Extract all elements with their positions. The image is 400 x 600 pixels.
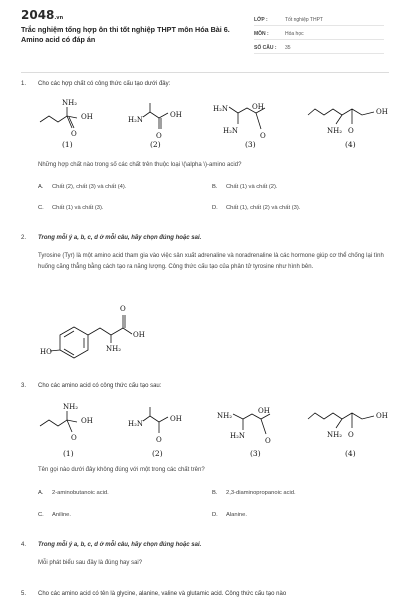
question-text: Cho các hợp chất có công thức cấu tạo dưới đây: <box>38 81 171 87</box>
atom-label: HO <box>40 348 52 356</box>
structure-label: (1) <box>63 449 74 458</box>
atom-label: O <box>71 130 77 138</box>
option-letter: B. <box>212 490 218 496</box>
option-text: Aniline. <box>52 512 72 518</box>
structure-label: (3) <box>245 140 256 149</box>
question-number: 2. <box>21 235 27 241</box>
q3-structures <box>30 400 390 460</box>
structure-4 <box>308 412 388 458</box>
question-number: 4. <box>21 542 27 548</box>
meta-key: LỚP : <box>254 17 268 23</box>
atom-label: O <box>348 431 354 439</box>
atom-label: H₂N <box>128 116 144 124</box>
atom-label: O <box>348 127 354 135</box>
option-text: 2,3-diaminopropanoic acid. <box>226 490 296 496</box>
atom-label: NH₂ <box>217 412 233 420</box>
atom-label: O <box>156 436 162 444</box>
structure-label: (4) <box>345 140 356 149</box>
option-d[interactable] <box>212 205 300 211</box>
option-letter: D. <box>212 512 218 518</box>
atom-label: OH <box>170 415 182 423</box>
option-text: Chất (1) và chất (3). <box>52 205 104 211</box>
atom-label: OH <box>81 417 93 425</box>
structure-label: (1) <box>62 140 73 149</box>
atom-label: OH <box>376 412 388 420</box>
question-instruction: Trong mỗi ý a, b, c, d ở mỗi câu, hãy chọn đúng hoặc sai. <box>38 235 202 241</box>
option-letter: A. <box>38 184 44 190</box>
option-letter: B. <box>212 184 218 190</box>
atom-label: H₂N <box>223 127 239 135</box>
atom-label: OH <box>252 103 264 111</box>
atom-label: H₂N <box>213 105 229 113</box>
document-title: Trắc nghiệm tổng hợp ôn thi tốt nghiệp THPT môn Hóa Bài 6. Amino acid có đáp án <box>21 25 230 44</box>
atom-label: OH <box>170 111 182 119</box>
atom-label: O <box>260 132 266 140</box>
atom-label: NH₂ <box>327 127 343 135</box>
structure-label: (2) <box>152 449 163 458</box>
question-paragraph: Tyrosine (Tyr) là một amino acid tham gia vào việc sản xuất adrenaline và noradrenaline là các hormone giúp cơ thể chống lại tình huống căng thẳng bằng cách tạo ra năng lượng. Công thức cấu tạo của phân tử tyrosine như hình bên. <box>38 253 384 270</box>
question-number: 5. <box>21 591 27 597</box>
page-header <box>0 0 400 72</box>
question-text: Cho các amino acid có công thức cấu tạo sau: <box>38 383 162 389</box>
meta-key: MÔN : <box>254 31 269 37</box>
option-a[interactable] <box>38 184 126 190</box>
structure-label: (3) <box>250 449 261 458</box>
option-c[interactable] <box>38 512 71 518</box>
structure-3 <box>213 103 266 149</box>
meta-value: 35 <box>285 45 291 51</box>
option-text: Alanine. <box>226 512 247 518</box>
q1-structures <box>30 96 390 156</box>
tyrosine-structure <box>40 293 180 363</box>
atom-label: H₂N <box>128 420 144 428</box>
option-letter: D. <box>212 205 218 211</box>
atom-label: OH <box>376 108 388 116</box>
option-text: Chất (1) và chất (2). <box>226 184 278 190</box>
question-number: 1. <box>21 81 27 87</box>
atom-label: OH <box>133 331 145 339</box>
atom-label: O <box>120 305 126 313</box>
option-a[interactable] <box>38 490 109 496</box>
question-text: Cho các amino acid có tên là glycine, alanine, valine và glutamic acid. Công thức cấu tạo nào <box>38 591 287 597</box>
structure-2 <box>128 407 182 458</box>
atom-label: NH₂ <box>327 431 343 439</box>
atom-label: OH <box>81 113 93 121</box>
structure-4 <box>308 108 388 149</box>
option-b[interactable] <box>212 184 278 190</box>
atom-label: OH <box>258 407 270 415</box>
option-letter: A. <box>38 490 44 496</box>
structure-label: (4) <box>345 449 356 458</box>
structure-3 <box>217 407 271 458</box>
option-c[interactable] <box>38 205 104 211</box>
structure-label: (2) <box>150 140 161 149</box>
atom-label: O <box>71 434 77 442</box>
atom-label: NH₂ <box>106 345 122 353</box>
header-divider <box>21 72 389 73</box>
site-logo[interactable] <box>21 8 63 22</box>
atom-label: NH₂ <box>62 99 78 107</box>
atom-label: O <box>265 437 271 445</box>
question-number: 3. <box>21 383 27 389</box>
logo-main: 2048 <box>21 8 55 22</box>
question-prompt: Tên gọi nào dưới đây không đúng với một trong các chất trên? <box>38 467 205 473</box>
atom-label: NH₂ <box>63 403 79 411</box>
meta-value: Tốt nghiệp THPT <box>285 17 323 23</box>
meta-value: Hóa học <box>285 31 304 37</box>
meta-row-subject <box>254 29 384 40</box>
meta-row-class <box>254 15 384 26</box>
option-text: 2-aminobutanoic acid. <box>52 490 109 496</box>
question-prompt: Những hợp chất nào trong số các chất trên thuộc loại \(\alpha \)-amino acid? <box>38 162 242 168</box>
option-text: Chất (2), chất (3) và chất (4). <box>52 184 127 190</box>
option-b[interactable] <box>212 490 296 496</box>
option-text: Chất (1), chất (2) và chất (3). <box>226 205 301 211</box>
logo-sub: .vn <box>54 15 64 21</box>
structure-1 <box>40 403 93 458</box>
option-letter: C. <box>38 205 44 211</box>
structure-1 <box>40 99 93 149</box>
atom-label: O <box>156 132 162 140</box>
meta-row-count <box>254 43 384 54</box>
structure-2 <box>128 103 182 149</box>
option-letter: C. <box>38 512 44 518</box>
option-d[interactable] <box>212 512 247 518</box>
question-instruction: Trong mỗi ý a, b, c, d ở mỗi câu, hãy chọn đúng hoặc sai. <box>38 542 202 548</box>
meta-key: SỐ CÂU : <box>254 45 277 51</box>
question-paragraph: Mỗi phát biểu sau đây là đúng hay sai? <box>38 560 143 566</box>
atom-label: H₂N <box>230 432 246 440</box>
